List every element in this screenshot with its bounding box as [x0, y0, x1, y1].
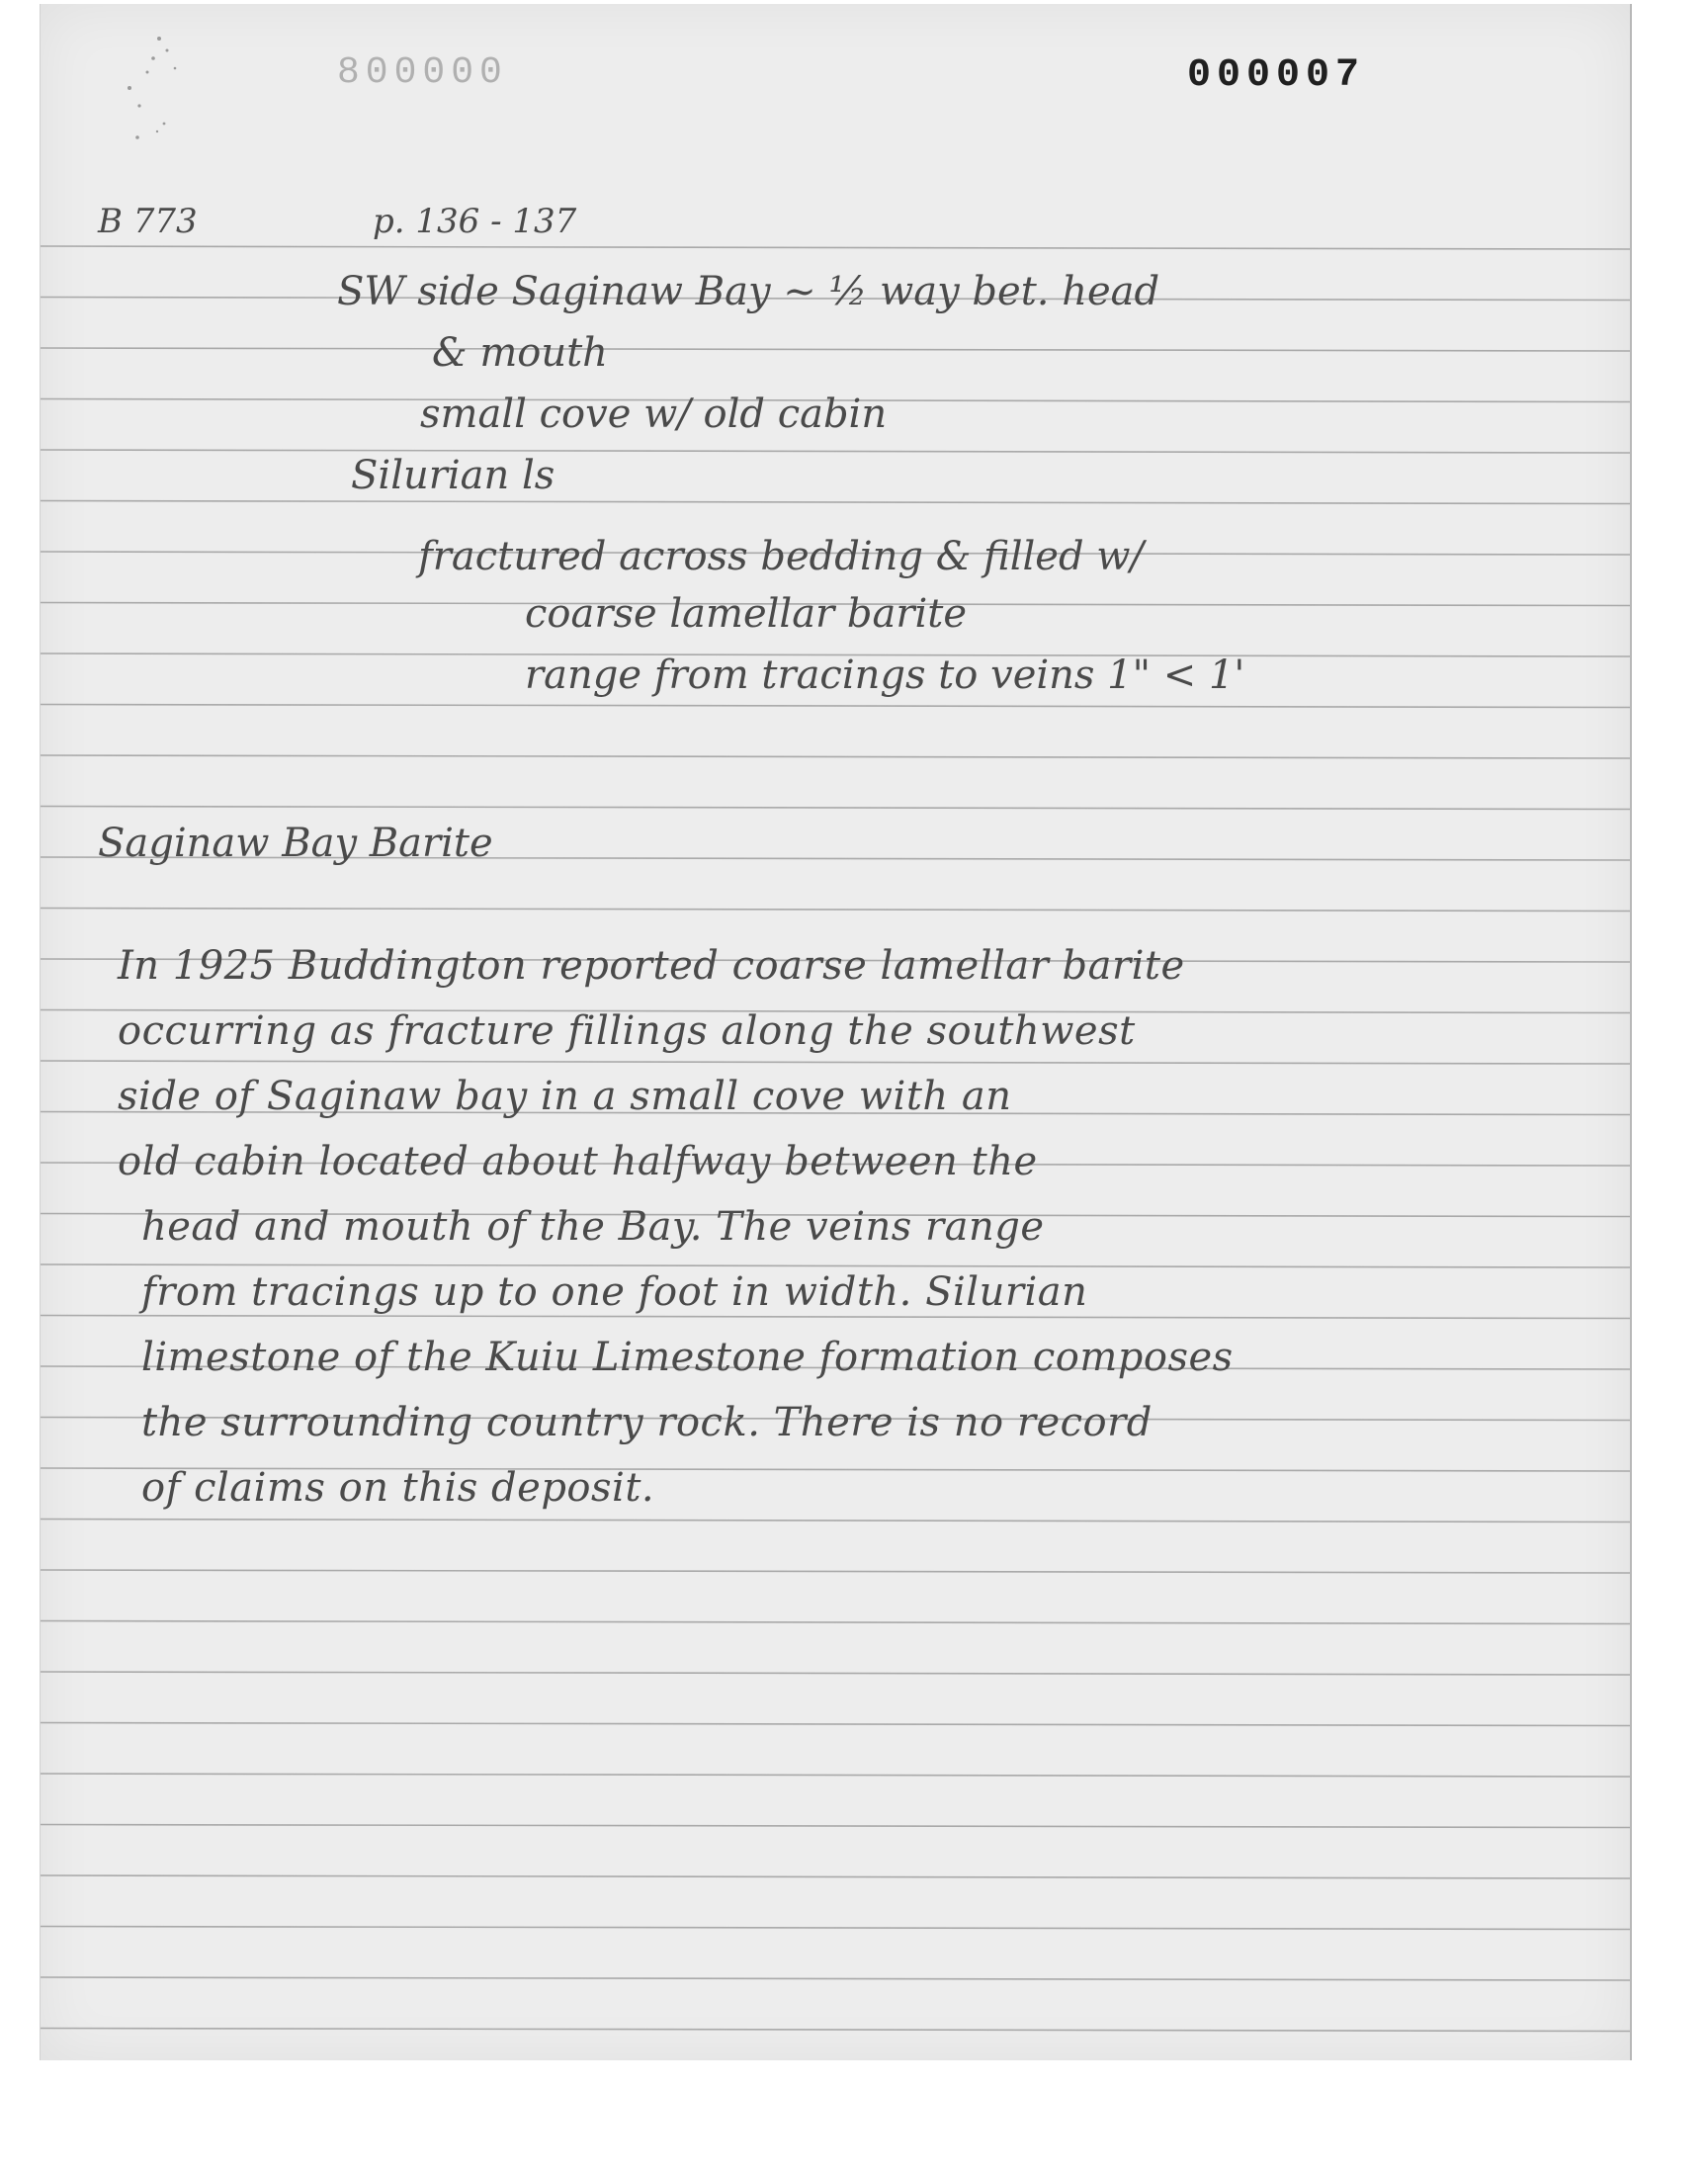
- ruled-line: [41, 1875, 1630, 1878]
- ruled-line: [41, 348, 1630, 351]
- reference-code: B 773: [98, 202, 198, 241]
- notebook-page: [40, 4, 1632, 2060]
- ruled-line: [41, 1723, 1630, 1726]
- ruled-line: [41, 705, 1630, 708]
- note-line: Silurian ls: [351, 453, 555, 498]
- note-line: SW side Saginaw Bay ~ ½ way bet. head: [337, 269, 1160, 314]
- ruled-line: [41, 2029, 1630, 2032]
- report-line: from tracings up to one foot in width. Silurian: [141, 1269, 1088, 1315]
- ruled-line: [41, 246, 1630, 249]
- ruled-line: [41, 1621, 1630, 1624]
- note-line: coarse lamellar barite: [525, 591, 967, 637]
- note-line: small cove w/ old cabin: [420, 392, 888, 437]
- report-line: In 1925 Buddington reported coarse lamellar barite: [118, 943, 1185, 989]
- report-line: occurring as fracture fillings along the southwest: [118, 1008, 1136, 1054]
- ruled-line: [41, 1570, 1630, 1573]
- report-line: side of Saginaw bay in a small cove with an: [118, 1074, 1012, 1119]
- note-line: & mouth: [432, 330, 608, 376]
- faint-stamp-number: 800000: [337, 51, 508, 94]
- ruled-line: [41, 1825, 1630, 1828]
- report-title: Saginaw Bay Barite: [98, 821, 493, 866]
- paper-speckle-marks: [110, 29, 209, 147]
- report-line: old cabin located about halfway between the: [118, 1139, 1038, 1184]
- page-number-stamp: 000007: [1186, 53, 1365, 98]
- ruled-line: [41, 1927, 1630, 1930]
- ruled-line: [41, 501, 1630, 504]
- ruled-line: [41, 1520, 1630, 1522]
- report-line: of claims on this deposit.: [141, 1465, 655, 1511]
- ruled-line: [41, 450, 1630, 453]
- ruled-line: [41, 1264, 1630, 1267]
- note-line: range from tracings to veins 1" < 1': [525, 652, 1245, 698]
- ruled-line: [41, 755, 1630, 758]
- ruled-line: [41, 1977, 1630, 1980]
- page-reference: p. 136 - 137: [373, 202, 577, 241]
- ruled-line: [41, 1672, 1630, 1675]
- ruled-line: [41, 1061, 1630, 1064]
- ruled-line: [41, 1774, 1630, 1777]
- ruled-line: [41, 1316, 1630, 1319]
- report-line: head and mouth of the Bay. The veins range: [141, 1204, 1045, 1250]
- ruled-line: [41, 909, 1630, 912]
- note-line: fractured across bedding & filled w/: [418, 534, 1145, 579]
- ruled-line: [41, 807, 1630, 810]
- report-line: the surrounding country rock. There is no record: [141, 1400, 1153, 1445]
- report-line: limestone of the Kuiu Limestone formation composes: [141, 1335, 1234, 1380]
